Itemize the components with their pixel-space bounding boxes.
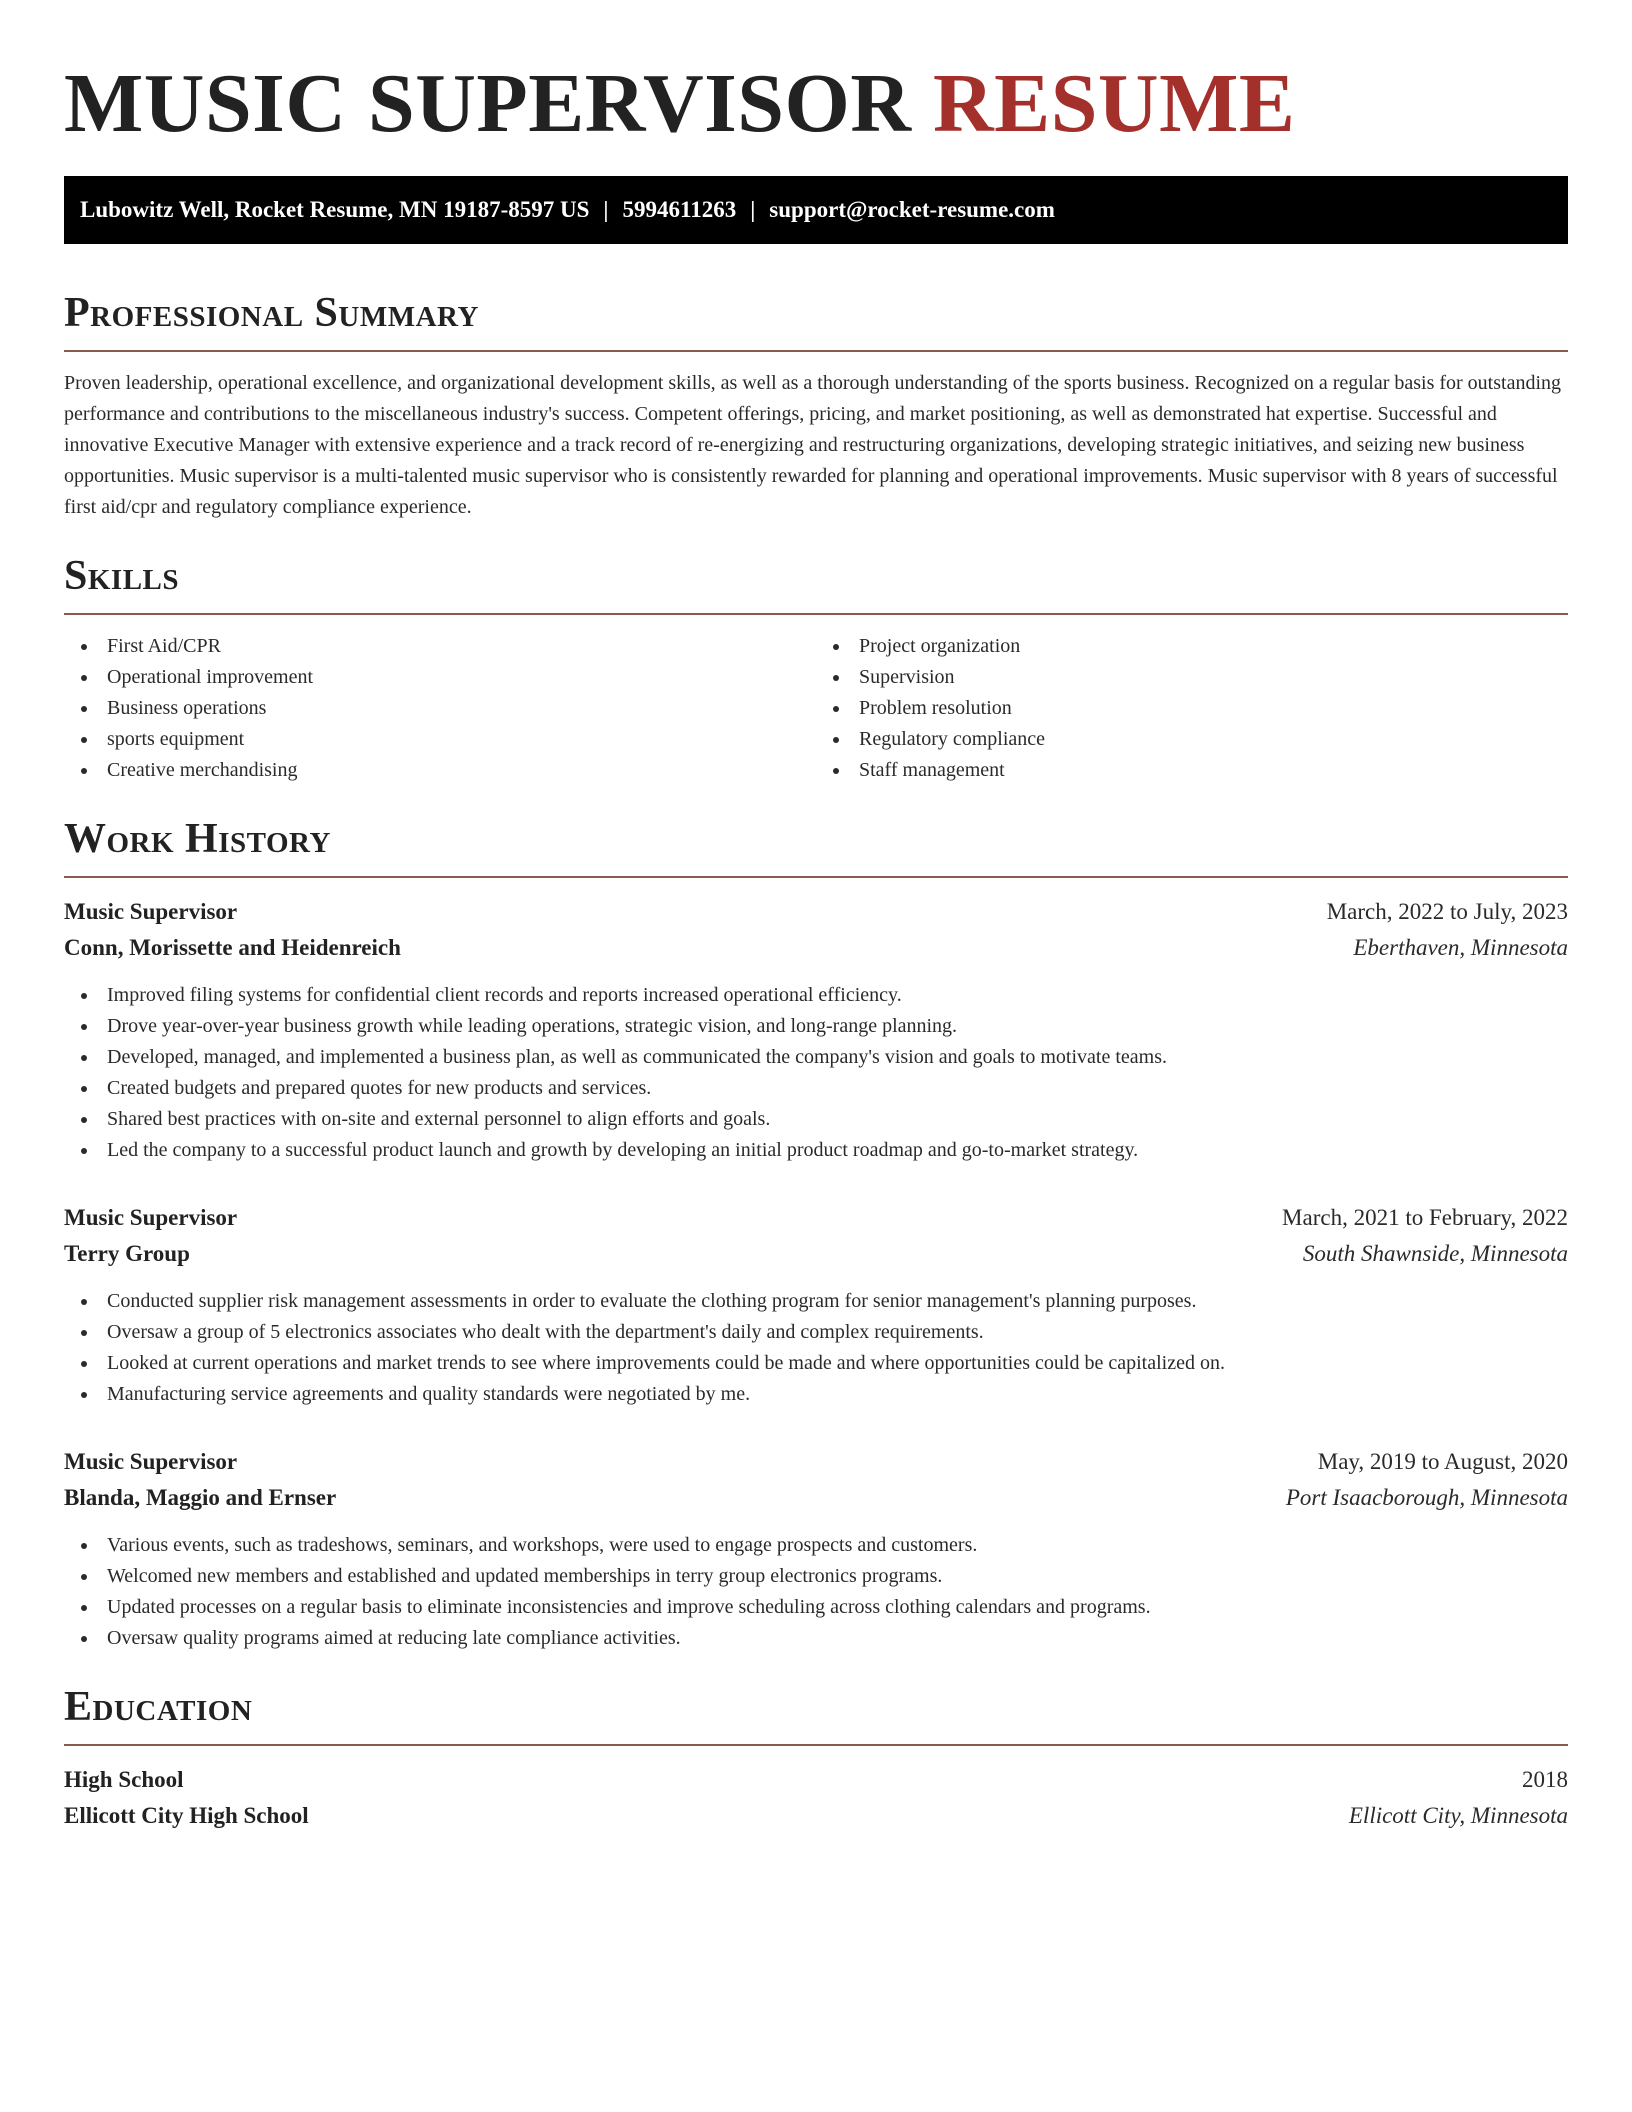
contact-separator: | bbox=[603, 197, 609, 222]
job-bullet: Led the company to a successful product launch and growth by developing an initial product roadmap and go-to-market strategy. bbox=[107, 1135, 1568, 1166]
title-accent: RESUME bbox=[933, 57, 1296, 150]
section-divider bbox=[64, 613, 1568, 615]
job-location: Eberthaven, Minnesota bbox=[1353, 935, 1568, 960]
job-bullet: Looked at current operations and market trends to see where improvements could be made and where opportunities could be capitalized on. bbox=[107, 1348, 1568, 1379]
job-bullet: Oversaw quality programs aimed at reducing late compliance activities. bbox=[107, 1623, 1568, 1654]
job-title: Music Supervisor bbox=[64, 1205, 238, 1230]
summary-text: Proven leadership, operational excellence, and organizational development skills, as well as a thorough understanding of the sports business. Recognized on a regular basis for outstanding performance and contributions to the miscellaneous industry's success. Competent offerings, pricing, and market positioning, as well as demonstrated hat expertise. Successful and innovative Executive Manager with extensive experience and a track record of re-energizing and restructuring organizations, developing strategic initiatives, and seizing new business opportunities. Music supervisor is a multi-talented music supervisor who is consistently rewarded for planning and operational improvements. Music supervisor with 8 years of successful first aid/cpr and regulatory compliance experience. bbox=[64, 372, 1562, 518]
contact-bar bbox=[64, 176, 1568, 244]
contact-separator: | bbox=[750, 197, 756, 222]
education-year: 2018 bbox=[1522, 1767, 1568, 1792]
job-entry bbox=[64, 1200, 1568, 1410]
section-heading: Professional Summary bbox=[64, 290, 479, 336]
resume-title bbox=[64, 0, 1568, 156]
job-bullet: Welcomed new members and established and updated memberships in terry group electronics programs. bbox=[107, 1561, 1568, 1592]
job-bullets bbox=[64, 980, 1568, 1166]
section-heading: Education bbox=[64, 1684, 253, 1730]
skill-item: Operational improvement bbox=[107, 662, 816, 693]
education-section bbox=[64, 1682, 1568, 1834]
job-company: Blanda, Maggio and Ernser bbox=[64, 1485, 337, 1510]
skill-item: Supervision bbox=[859, 662, 1568, 693]
job-header-row bbox=[64, 1444, 1568, 1480]
job-company-row bbox=[64, 930, 1568, 966]
job-bullet: Improved filing systems for confidential client records and reports increased operational efficiency. bbox=[107, 980, 1568, 1011]
skill-item: First Aid/CPR bbox=[107, 631, 816, 662]
job-dates: May, 2019 to August, 2020 bbox=[1317, 1449, 1568, 1474]
work-history-section bbox=[64, 814, 1568, 1654]
job-bullet: Developed, managed, and implemented a business plan, as well as communicated the company's vision and goals to motivate teams. bbox=[107, 1042, 1568, 1073]
job-company: Conn, Morissette and Heidenreich bbox=[64, 935, 401, 960]
job-title: Music Supervisor bbox=[64, 899, 238, 924]
skill-item: Problem resolution bbox=[859, 693, 1568, 724]
skill-item: Regulatory compliance bbox=[859, 724, 1568, 755]
education-header-row bbox=[64, 1762, 1568, 1798]
job-entry bbox=[64, 894, 1568, 1166]
education-school-row bbox=[64, 1798, 1568, 1834]
job-location: South Shawnside, Minnesota bbox=[1302, 1241, 1568, 1266]
job-location: Port Isaacborough, Minnesota bbox=[1285, 1485, 1568, 1510]
skill-item: Creative merchandising bbox=[107, 755, 816, 786]
job-entry bbox=[64, 1444, 1568, 1654]
title-main: MUSIC SUPERVISOR bbox=[64, 57, 912, 150]
job-company-row bbox=[64, 1236, 1568, 1272]
skill-item: sports equipment bbox=[107, 724, 816, 755]
section-divider bbox=[64, 876, 1568, 878]
education-location: Ellicott City, Minnesota bbox=[1348, 1803, 1568, 1828]
skills-list-right bbox=[816, 631, 1568, 786]
job-bullet: Drove year-over-year business growth while leading operations, strategic vision, and long-range planning. bbox=[107, 1011, 1568, 1042]
skills-section bbox=[64, 551, 1568, 786]
section-heading: Skills bbox=[64, 553, 180, 599]
job-bullet: Created budgets and prepared quotes for new products and services. bbox=[107, 1073, 1568, 1104]
skills-grid bbox=[64, 631, 1568, 786]
job-bullet: Conducted supplier risk management assessments in order to evaluate the clothing program for senior management's planning purposes. bbox=[107, 1286, 1568, 1317]
job-bullets bbox=[64, 1530, 1568, 1654]
skill-item: Project organization bbox=[859, 631, 1568, 662]
job-bullet: Various events, such as tradeshows, seminars, and workshops, were used to engage prospects and customers. bbox=[107, 1530, 1568, 1561]
job-dates: March, 2021 to February, 2022 bbox=[1282, 1205, 1568, 1230]
skill-item: Business operations bbox=[107, 693, 816, 724]
job-company-row bbox=[64, 1480, 1568, 1516]
section-divider bbox=[64, 1744, 1568, 1746]
section-heading: Work History bbox=[64, 816, 331, 862]
education-degree: High School bbox=[64, 1767, 184, 1792]
job-bullet: Oversaw a group of 5 electronics associates who dealt with the department's daily and complex requirements. bbox=[107, 1317, 1568, 1348]
contact-email: support@rocket-resume.com bbox=[769, 197, 1055, 222]
job-dates: March, 2022 to July, 2023 bbox=[1326, 899, 1568, 924]
skill-item: Staff management bbox=[859, 755, 1568, 786]
resume-page bbox=[64, 0, 1568, 1834]
job-company: Terry Group bbox=[64, 1241, 190, 1266]
contact-address: Lubowitz Well, Rocket Resume, MN 19187-8597 US bbox=[80, 197, 590, 222]
education-school: Ellicott City High School bbox=[64, 1803, 309, 1828]
section-divider bbox=[64, 350, 1568, 352]
job-header-row bbox=[64, 894, 1568, 930]
skills-list-left bbox=[64, 631, 816, 786]
education-entry bbox=[64, 1762, 1568, 1834]
contact-phone: 5994611263 bbox=[622, 197, 737, 222]
job-bullet: Shared best practices with on-site and external personnel to align efforts and goals. bbox=[107, 1104, 1568, 1135]
job-bullets bbox=[64, 1286, 1568, 1410]
job-header-row bbox=[64, 1200, 1568, 1236]
summary-section bbox=[64, 288, 1568, 523]
job-bullet: Updated processes on a regular basis to eliminate inconsistencies and improve scheduling across clothing calendars and programs. bbox=[107, 1592, 1568, 1623]
job-title: Music Supervisor bbox=[64, 1449, 238, 1474]
job-bullet: Manufacturing service agreements and quality standards were negotiated by me. bbox=[107, 1379, 1568, 1410]
